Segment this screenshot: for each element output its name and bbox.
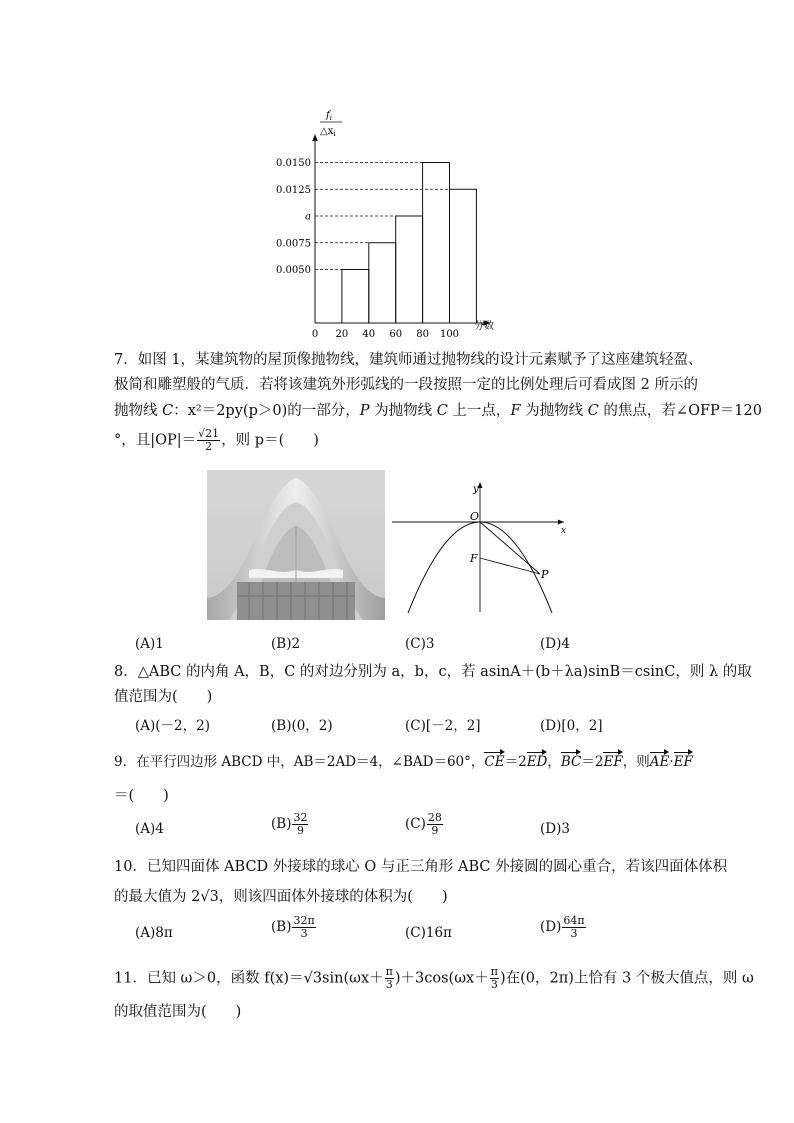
x-tick-label: 40 <box>362 329 376 340</box>
x-tick-label: 20 <box>335 329 349 340</box>
q10-line2: 的最大值为 2√3，则该四面体外接球的体积为( ) <box>114 889 448 905</box>
q7-frac: $\frac{√21}{2}$ <box>198 427 220 453</box>
q8-option-c[interactable]: (C)[－2，2] <box>405 718 481 734</box>
q10-option-a[interactable]: (A)8π <box>135 925 173 941</box>
y-tick-label: 0.0050 <box>276 265 311 276</box>
q11-line2: 的取值范围为( ) <box>114 1004 242 1020</box>
y-tick-label: 0.0125 <box>276 184 311 196</box>
q7-option-b[interactable]: (B)2 <box>271 636 301 652</box>
q7-line1: 7．如图 1，某建筑物的屋顶像抛物线，建筑师通过抛物线的设计元素赋予了这座建筑轻盈、 <box>114 352 703 368</box>
y-label-top: $f_i$ <box>326 110 332 122</box>
q9-option-c[interactable]: (C) $\frac{28}{9}$ <box>405 811 442 837</box>
histogram-bar <box>342 270 369 324</box>
x-tick-label: 80 <box>416 329 429 340</box>
q8-option-d[interactable]: (D)[0，2] <box>540 718 603 734</box>
y-tick-label: 0.0075 <box>276 238 311 250</box>
q8-line1: 8．△ABC 的内角 A，B，C 的对边分别为 a，b，c，若 asinA＋(b＋λa)sinB＝csinC，则 λ 的取 <box>114 664 752 680</box>
q9-option-a[interactable]: (A)4 <box>135 821 164 837</box>
histogram-bar <box>396 216 423 323</box>
label-F: F <box>470 552 478 565</box>
building-photo <box>207 470 385 620</box>
q10-option-d[interactable]: (D) $\frac{64\pi}{3}$ <box>540 914 585 940</box>
q7-option-d[interactable]: (D)4 <box>540 636 570 652</box>
q11-line1: 11．已知 ω＞0，函数 f(x)＝√3sin(ωx＋ $\frac{\pi}{3}$ )＋3cos(ωx＋ $\frac{\pi}{3}$ )在(0，2π)上恰有 3 个极大值点，则 ω <box>114 965 754 991</box>
histogram-svg <box>260 100 500 340</box>
q9-line1: 9．在平行四边形 ABCD 中，AB＝2AD＝4，∠BAD＝60°，CE＝2ED，BC＝2EF，则AE·EF <box>114 754 693 770</box>
q10-option-b[interactable]: (B) $\frac{32\pi}{3}$ <box>271 914 315 940</box>
vector-ef: EF <box>603 754 623 770</box>
x-tick-label: 0 <box>311 329 319 340</box>
x-axis-label: 分数 <box>474 321 494 332</box>
q10-line1: 10．已知四面体 ABCD 外接球的球心 O 与正三角形 ABC 外接圆的圆心重合，若该四面体体积 <box>114 859 728 875</box>
q9-option-b[interactable]: (B) $\frac{32}{9}$ <box>271 811 308 837</box>
q7-line2: 极简和雕塑般的气质．若将该建筑外形弧线的一段按照一定的比例处理后可看成图 2 所示的 <box>114 377 698 393</box>
label-O: O <box>470 510 480 523</box>
label-x: x <box>561 526 567 536</box>
x-tick-label: 60 <box>389 329 403 340</box>
q9-option-d[interactable]: (D)3 <box>540 821 570 837</box>
vector-ae: AE <box>649 754 670 770</box>
q7-line4: °，且|OP|＝ $\frac{√21}{2}$ ，则 p＝( ) <box>114 427 319 453</box>
vector-ed: ED <box>526 754 548 770</box>
vector-ef-2: EF <box>673 754 693 770</box>
label-P: P <box>541 568 549 581</box>
x-tick-label: 100 <box>439 329 460 340</box>
y-tick-label: a <box>305 211 311 223</box>
parabola-diagram <box>388 478 578 618</box>
q7-line3: 抛物线 C：x²＝2py(p＞0)的一部分，P 为抛物线 C 上一点，F 为抛物线 C 的焦点，若∠OFP＝120 <box>114 403 762 419</box>
histogram-bar <box>369 243 396 323</box>
q7-option-c[interactable]: (C)3 <box>405 636 435 652</box>
q8-option-a[interactable]: (A)(－2，2) <box>135 718 210 734</box>
q8-line2: 值范围为( ) <box>114 689 213 705</box>
histogram-figure <box>260 100 500 340</box>
q7-option-a[interactable]: (A)1 <box>135 636 164 652</box>
histogram-bar <box>450 189 477 323</box>
q10-option-c[interactable]: (C)16π <box>405 925 452 941</box>
histogram-bar <box>423 163 450 324</box>
y-tick-label: 0.0150 <box>276 158 311 169</box>
label-y: y <box>473 484 479 495</box>
vector-bc: BC <box>560 754 582 770</box>
vector-ce: CE <box>484 754 505 770</box>
q8-option-b[interactable]: (B)(0，2) <box>271 718 333 734</box>
y-label-bottom: $\triangle x_i$ <box>320 126 336 138</box>
q9-line2: ＝( ) <box>114 788 169 804</box>
y-axis-arrow <box>312 134 318 141</box>
